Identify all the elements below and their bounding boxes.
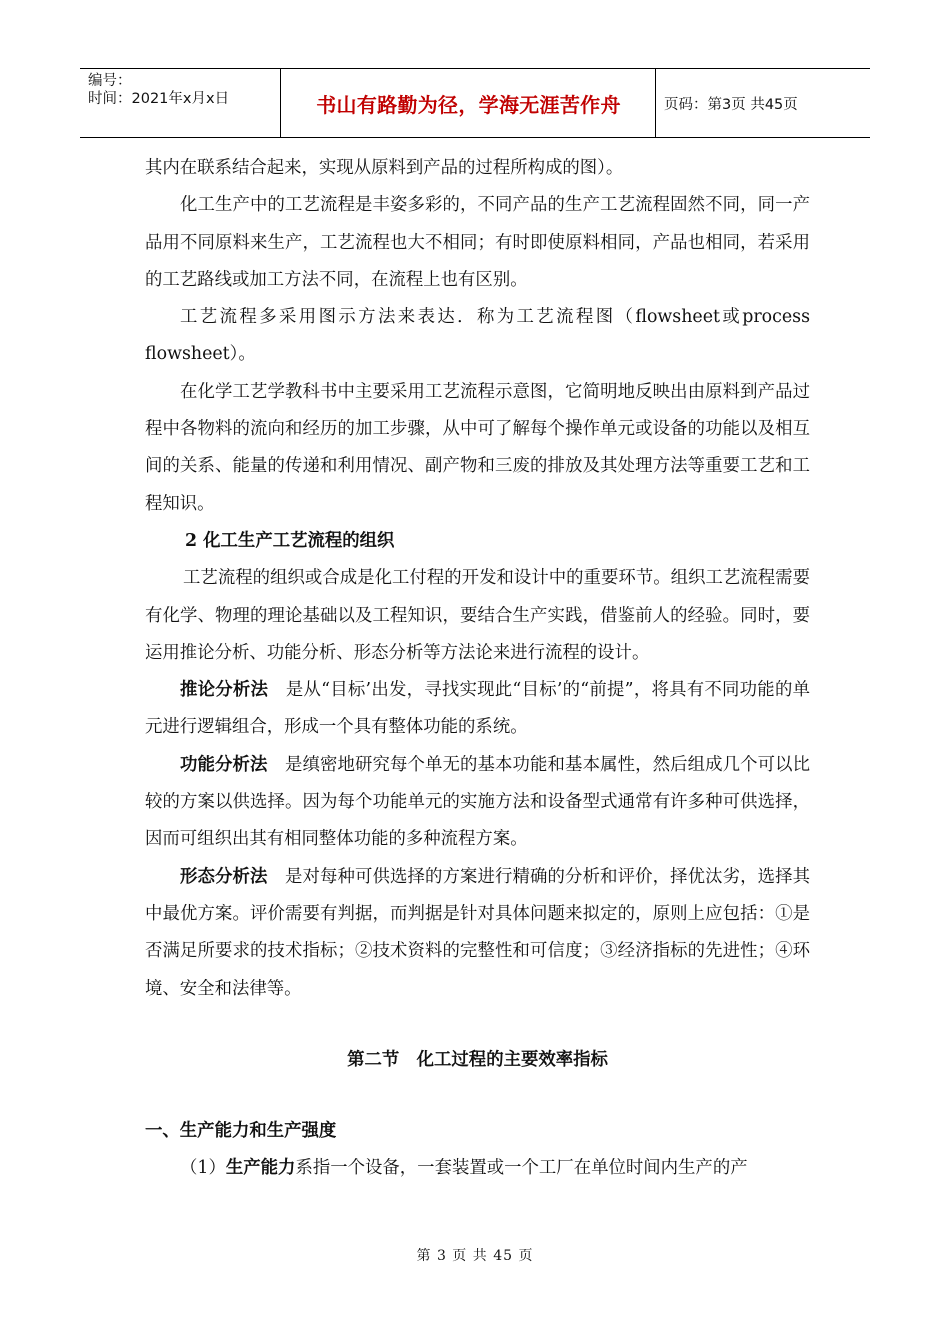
method-description: 是对每种可供选择的方案进行精确的分析和评价，择优汰劣，选择其中最优方案。评价需要有判据，而判据是针对具体问题来拟定的，原则上应包括：①是否满足所要求的技术指标；②技术资料的完整性和可信度；③经济指标的先进性；④环境、安全和法律等。 (145, 866, 810, 999)
method-paragraph (145, 672, 810, 747)
method-term: 功能分析法 (180, 754, 268, 775)
paragraph: 工艺流程多采用图示方法来表达．称为工艺流程图（flowsheet或process flowsheet）。 (145, 307, 810, 365)
document-time-label: 时间：2021年x月x日 (88, 91, 230, 107)
chapter-title: 第二节 化工过程的主要效率指标 (347, 1049, 608, 1070)
section-heading: 2 化工生产工艺流程的组织 (185, 530, 395, 551)
header-meta (80, 69, 281, 137)
header-motto: 书山有路勤为径，学海无涯苦作舟 (282, 69, 656, 137)
subsection-heading: 一、生产能力和生产强度 (145, 1121, 337, 1142)
paragraph: 化工生产中的工艺流程是丰姿多彩的，不同产品的生产工艺流程固然不同，同一产品用不同原料来生产，工艺流程也大不相同；有时即使原料相同，产品也相同，若采用的工艺路线或加工方法不同，在流程上也有区别。 (145, 195, 810, 290)
header-page-label: 页码：第3页 共45页 (664, 96, 798, 113)
item-number: （1） (180, 1158, 226, 1179)
method-description: 是从“目标’出发，寻找实现此“目标’的“前提”，将具有不同功能的单元进行逻辑组合，形成一个具有整体功能的系统。 (145, 680, 810, 738)
document-number-label: 编号： (88, 73, 132, 89)
method-term: 形态分析法 (180, 866, 268, 887)
page-footer: 第 3 页 共 45 页 (416, 1248, 534, 1264)
method-term: 推论分析法 (180, 680, 269, 701)
paragraph-text: 系指一个设备，一套装置或一个工厂在单位时间内生产的产 (295, 1158, 748, 1179)
paragraph: 工艺流程的组织或合成是化工付程的开发和设计中的重要环节。组织工艺流程需要有化学、物理的理论基础以及工程知识，要结合生产实践，借鉴前人的经验。同时，要运用推论分析、功能分析、形态分析等方法论来进行流程的设计。 (145, 568, 810, 663)
page-header (80, 68, 870, 138)
paragraph (145, 1150, 810, 1187)
paragraph: 在化学工艺学教科书中主要采用工艺流程示意图，它简明地反映出由原料到产品过程中各物料的流向和经历的加工步骤，从中可了解每个操作单元或设备的功能以及相互间的关系、能量的传递和利用情况、副产物和三废的排放及其处理方法等重要工艺和工程知识。 (145, 381, 810, 514)
method-paragraph (145, 859, 810, 1008)
document-body (145, 150, 810, 1188)
term: 生产能力 (225, 1158, 296, 1179)
method-description: 是缜密地研究每个单无的基本功能和基本属性，然后组成几个可以比较的方案以供选择。因为每个功能单元的实施方法和设备型式通常有许多种可供选择，因而可组织出其有相同整体功能的多种流程方案。 (145, 754, 810, 850)
method-paragraph (145, 747, 810, 859)
paragraph: 其内在联系结合起来，实现从原料到产品的过程所构成的图）。 (145, 158, 624, 178)
